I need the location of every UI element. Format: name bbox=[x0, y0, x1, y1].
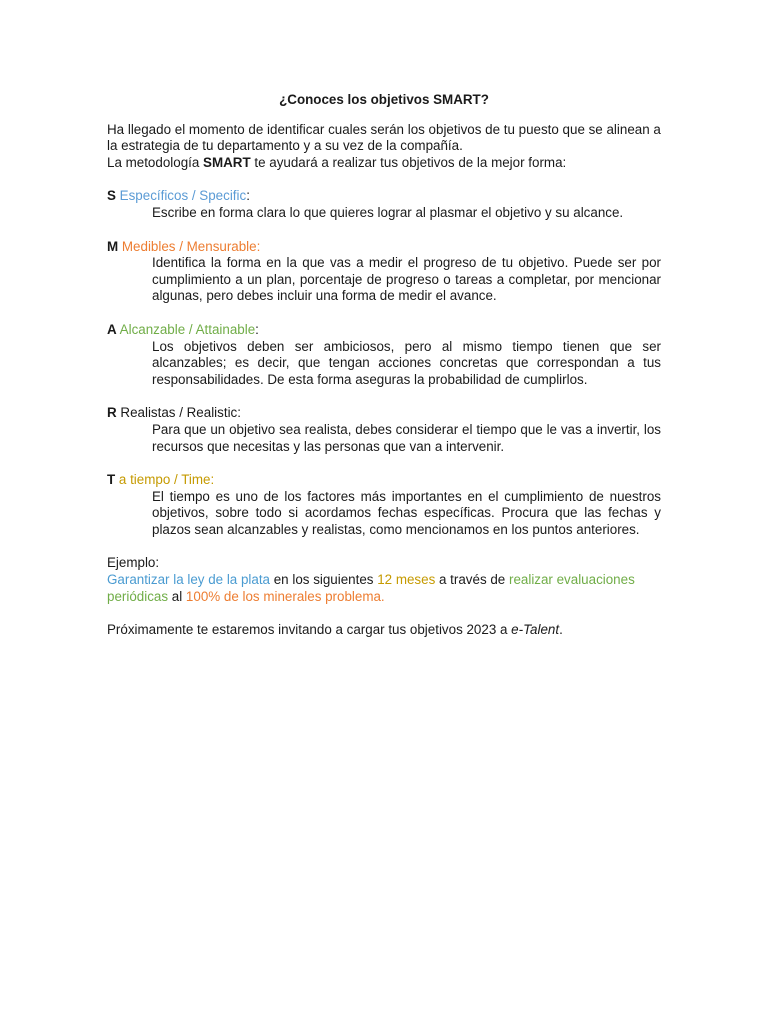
section-heading bbox=[107, 188, 661, 205]
closing-text: Próximamente te estaremos invitando a cargar tus objetivos 2023 a bbox=[107, 622, 512, 638]
example-block bbox=[107, 555, 661, 605]
section-label-suffix: : bbox=[255, 321, 259, 337]
example-attainable-part: realizar evaluaciones periódicas bbox=[107, 572, 635, 604]
document-content bbox=[107, 92, 661, 639]
section-body: Para que un objetivo sea realista, debes considerar el tiempo que le vas a invertir, los recursos que necesitas y las personas que van a intervenir. bbox=[152, 421, 661, 454]
section-letter: M bbox=[107, 238, 119, 254]
example-connector: a través de bbox=[435, 572, 509, 588]
example-specific-part: Garantizar la ley de la plata bbox=[107, 572, 271, 588]
example-sentence bbox=[107, 572, 661, 605]
intro-line-2-post: te ayudará a realizar tus objetivos de la mejor forma: bbox=[250, 154, 567, 170]
section-time bbox=[107, 472, 661, 538]
closing-period: . bbox=[559, 622, 563, 638]
section-measurable bbox=[107, 239, 661, 305]
section-realistic bbox=[107, 405, 661, 455]
section-heading bbox=[107, 322, 661, 339]
section-heading bbox=[107, 405, 661, 422]
section-label: a tiempo / Time: bbox=[118, 472, 215, 488]
section-label: Alcanzable / Attainable bbox=[119, 321, 256, 337]
section-body: Identifica la forma en la que vas a medir el progreso de tu objetivo. Puede ser por cumplimiento a un plan, porcentaje de progreso o tareas a completar, por mencionar algunas, pero debes incluir una forma de medir el avance. bbox=[152, 255, 661, 304]
section-body: El tiempo es uno de los factores más importantes en el cumplimiento de nuestros objetivos, sobre todo si acordamos fechas específicas. Procura que las fechas y plazos sean alcanzables y realistas, como mencionamos en los puntos anteriores. bbox=[152, 488, 661, 537]
section-attainable bbox=[107, 322, 661, 388]
example-measurable-part: 100% de los minerales problema. bbox=[185, 588, 385, 604]
intro-line-2-pre: La metodología bbox=[107, 154, 204, 170]
section-heading bbox=[107, 472, 661, 489]
intro-line-1: Ha llegado el momento de identificar cuales serán los objetivos de tu puesto que se alinean a la estrategia de tu departamento y a su vez de la compañía. bbox=[107, 121, 661, 154]
example-connector: al bbox=[168, 588, 186, 604]
section-letter: R bbox=[107, 405, 117, 421]
section-letter: S bbox=[107, 188, 116, 204]
etalent-name: e-Talent bbox=[511, 622, 560, 638]
intro-paragraph bbox=[107, 122, 661, 172]
section-specific bbox=[107, 188, 661, 221]
closing-paragraph bbox=[107, 622, 661, 639]
section-label-suffix: : bbox=[246, 188, 250, 204]
section-letter: T bbox=[107, 472, 116, 488]
section-label: Específicos / Specific bbox=[119, 188, 247, 204]
section-body: Escribe en forma clara lo que quieres lograr al plasmar el objetivo y su alcance. bbox=[152, 204, 624, 220]
document-title: ¿Conoces los objetivos SMART? bbox=[279, 92, 489, 107]
example-connector: en los siguientes bbox=[270, 572, 378, 588]
section-label: Medibles / Mensurable: bbox=[121, 238, 261, 254]
section-label: Realistas / Realistic: bbox=[120, 405, 241, 421]
smart-keyword: SMART bbox=[203, 154, 251, 170]
section-letter: A bbox=[107, 321, 117, 337]
section-heading bbox=[107, 239, 661, 256]
example-label: Ejemplo: bbox=[107, 555, 160, 571]
example-time-part: 12 meses bbox=[377, 572, 436, 588]
section-body: Los objetivos deben ser ambiciosos, pero al mismo tiempo tienen que ser alcanzables; es decir, que tengan acciones concretas que correspondan a tus responsabilidades. De esta forma aseguras la probabilidad de cumplirlos. bbox=[152, 338, 661, 387]
